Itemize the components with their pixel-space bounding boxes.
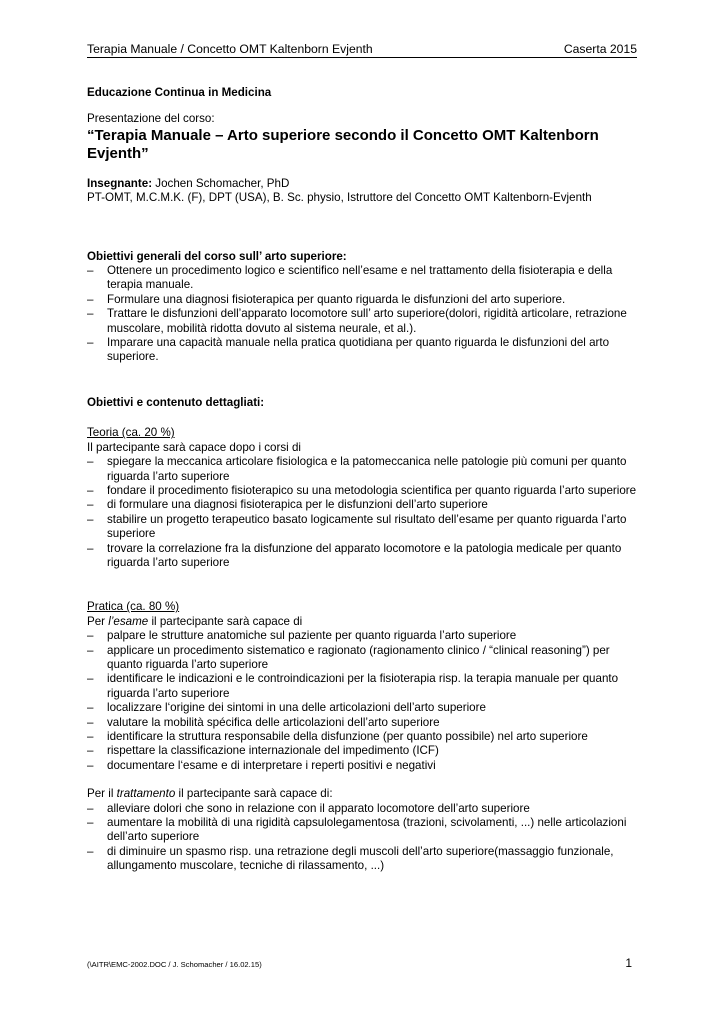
footer-reference: (\AITR\EMC-2002.DOC / J. Schomacher / 16.02.15) [87,960,262,969]
header-left: Terapia Manuale / Concetto OMT Kaltenborn Evjenth [87,42,373,56]
exam-intro-post: il partecipante sarà capace di [148,614,303,628]
exam-intro-pre: Per [87,614,109,628]
teacher-name: Jochen Schomacher, PhD [152,176,290,190]
list-item: – Imparare una capacità manuale nella pratica quotidiana per quanto riguarda le disfunzioni del arto superiore. [87,336,647,365]
exam-list [87,629,647,773]
list-item: – applicare un procedimento sistematico e ragionato (ragionamento clinico / “clinical reasoning”) per quanto riguarda l’arto superiore [87,644,647,673]
list-item: – alleviare dolori che sono in relazione con il apparato locomotore dell’arto superiore [87,802,647,816]
page-number: 1 [625,956,632,970]
list-item: – rispettare la classificazione internazionale del impedimento (ICF) [87,744,647,758]
treat-intro-pre: Per il [87,787,117,801]
list-item: – identificare la struttura responsabile della disfunzione (per quanto possibile) nel arto superiore [87,730,647,744]
treat-intro-em: trattamento [116,787,176,801]
list-item: – Trattare le disfunzioni dell’apparato locomotore sull’ arto superiore(dolori, rigidità articolare, retrazione muscolare, mobilità ridotta dovuto al sistema neurale, et al.). [87,307,647,336]
list-item: – stabilire un progetto terapeutico basato logicamente sul risultato dell’esame per quanto riguarda l’arto superiore [87,513,647,542]
treat-intro-post: il partecipante sarà capace di: [175,787,333,801]
list-item: – Formulare una diagnosi fisioterapica per quanto riguarda le disfunzioni del arto superiore. [87,293,647,307]
teacher-line [87,177,647,191]
treat-intro [87,787,647,801]
list-item: – spiegare la meccanica articolare fisiologica e la patomeccanica nelle patologie più comuni per quanto riguarda l’arto superiore [87,455,647,484]
list-item: – trovare la correlazione fra la disfunzione del apparato locomotore e la patologia medicale per quanto riguarda l’arto superiore [87,542,647,571]
list-item: – documentare l‘esame e di interpretare i reperti positivi e negativi [87,759,647,773]
page-header [87,42,637,58]
document-body [87,86,647,874]
list-item: – valutare la mobilità spécifica delle articolazioni dell’arto superiore [87,716,647,730]
treat-list [87,802,647,874]
detailed-heading: Obiettivi e contenuto dettagliati: [87,395,265,409]
theory-intro: Il partecipante sarà capace dopo i corsi di [87,440,301,454]
general-list [87,264,647,365]
list-item: – di formulare una diagnosi fisioterapica per le disfunzioni dell’arto superiore [87,498,647,512]
section-ecm: Educazione Continua in Medicina [87,86,272,99]
list-item: – Ottenere un procedimento logico e scientifico nell’esame e nel trattamento della fisioterapia e della terapia manuale. [87,264,647,293]
theory-heading: Teoria (ca. 20 %) [87,426,175,440]
list-item: – localizzare l‘origine dei sintomi in una delle articolazioni dell’arto superiore [87,701,647,715]
header-right: Caserta 2015 [563,42,637,56]
teacher-label: Insegnante: [87,176,153,190]
presentation-label: Presentazione del corso: [87,112,215,126]
general-heading: Obiettivi generali del corso sull’ arto superiore: [87,249,347,263]
course-title: “Terapia Manuale – Arto superiore secondo il Concetto OMT Kaltenborn Evjenth” [87,126,599,163]
list-item: – di diminuire un spasmo risp. una retrazione degli muscoli dell’arto superiore(massaggio funzionale, allungamento muscolare, tecniche di rilassamento, ...) [87,845,647,874]
list-item: – identificare le indicazioni e le controindicazioni per la fisioterapia risp. la terapia manuale per quanto riguarda l’arto superiore [87,672,647,701]
practice-heading: Pratica (ca. 80 %) [87,600,180,614]
list-item: – palpare le strutture anatomiche sul paziente per quanto riguarda l’arto superiore [87,629,647,643]
exam-intro [87,615,647,629]
teacher-credentials: PT-OMT, M.C.M.K. (F), DPT (USA), B. Sc. physio, Istruttore del Concetto OMT Kaltenborn-Evjenth [87,191,592,205]
list-item: – fondare il procedimento fisioterapico su una metodologia scientifica per quanto riguarda l’arto superiore [87,484,647,498]
theory-list [87,455,647,570]
list-item: – aumentare la mobilità di una rigidità capsulolegamentosa (trazioni, scivolamenti, ...) nelle articolazioni dell’arto superiore [87,816,647,845]
page-footer [87,956,632,972]
exam-intro-em: l’esame [108,614,149,628]
